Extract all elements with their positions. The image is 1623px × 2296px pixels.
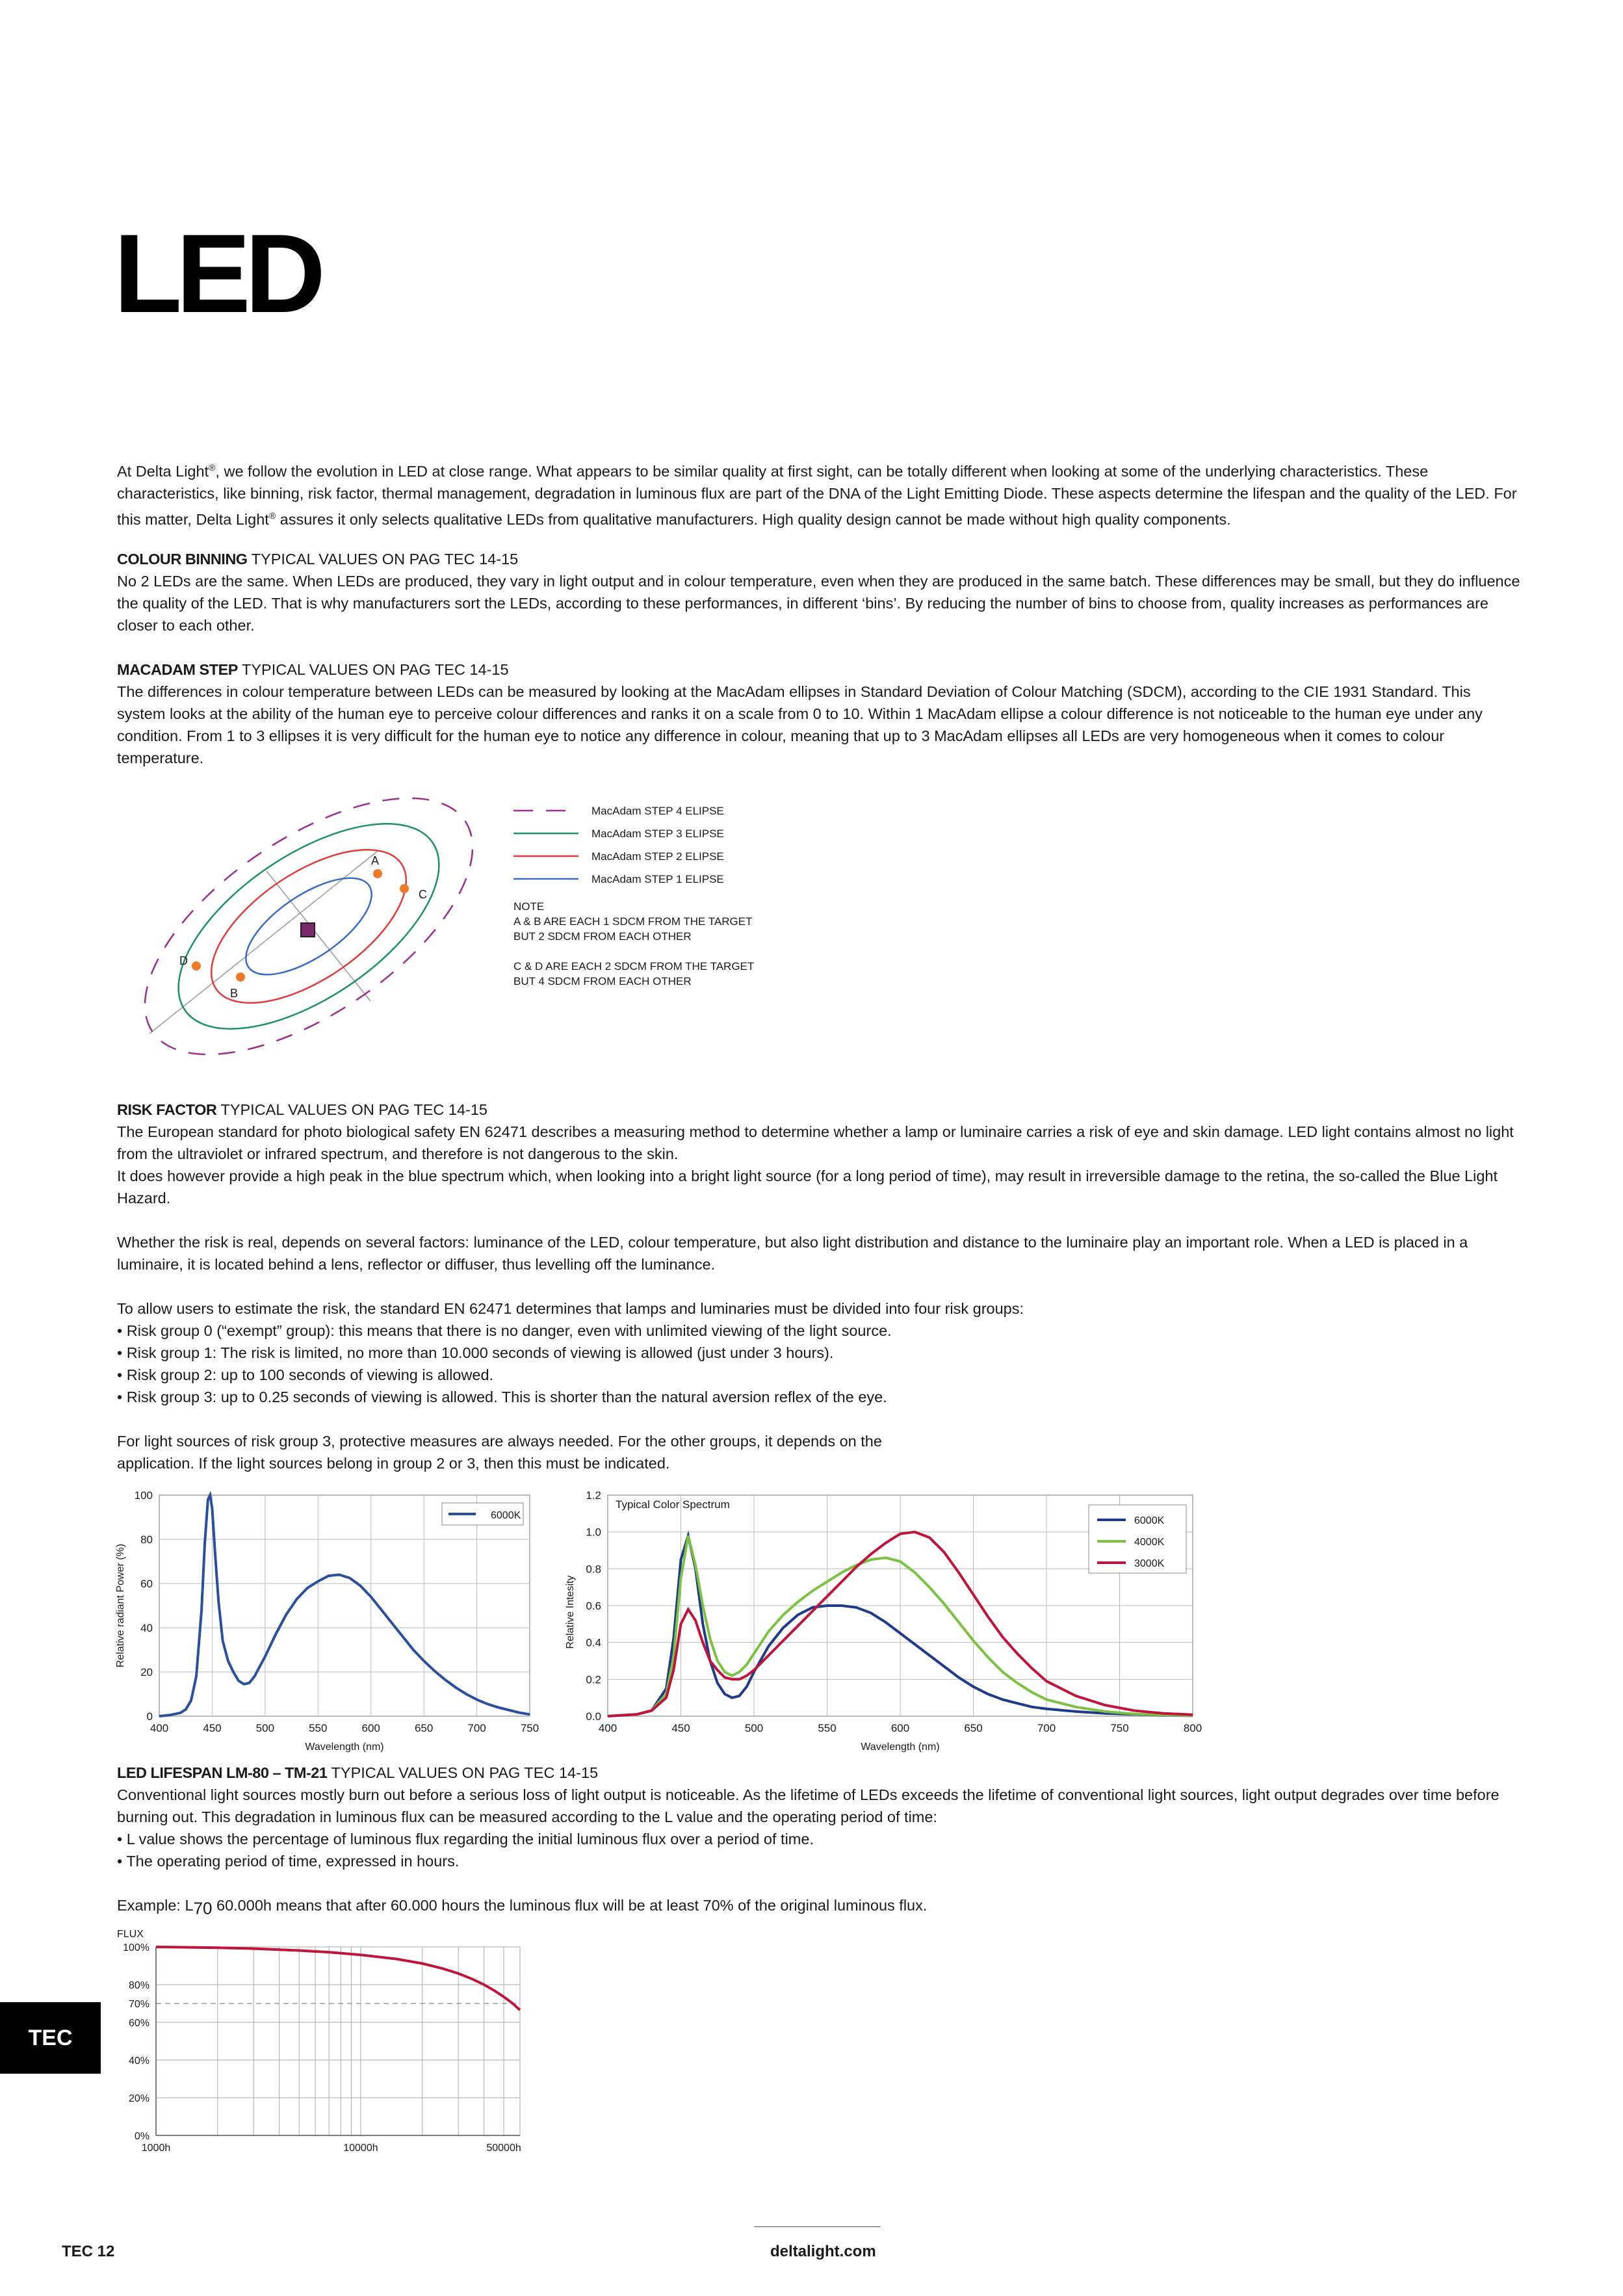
legend-label: MacAdam STEP 1 ELIPSE xyxy=(591,873,724,885)
tec-tab: TEC xyxy=(0,2002,101,2074)
x-tick-label: 400 xyxy=(598,1722,617,1734)
legend-label: MacAdam STEP 4 ELIPSE xyxy=(591,805,724,817)
x-tick-label: 750 xyxy=(520,1722,539,1734)
x-tick-label: 500 xyxy=(255,1722,275,1734)
colour-binning-section xyxy=(117,548,1521,636)
risk-group-item: • Risk group 1: The risk is limited, no more than 10.000 seconds of viewing is allowed (just under 3 hours). xyxy=(117,1344,834,1361)
risk-ref: TYPICAL VALUES ON PAG TEC 14-15 xyxy=(216,1101,487,1118)
colour-binning-heading: COLOUR BINNING xyxy=(117,551,248,567)
x-tick-label: 1000h xyxy=(141,2143,171,2154)
risk-p5a: For light sources of risk group 3, protective measures are always needed. For the other groups, it depends on the xyxy=(117,1433,882,1450)
y-tick-label: 0.4 xyxy=(586,1636,601,1649)
note-line: A & B ARE EACH 1 SDCM FROM THE TARGET xyxy=(513,915,753,928)
risk-p2: It does however provide a high peak in the blue spectrum which, when looking into a bright light source (for a long period of time), may result in irreversible damage to the retina, the so-called the Blue Light Hazard. xyxy=(117,1168,1498,1207)
colour-binning-text: No 2 LEDs are the same. When LEDs are produced, they vary in light output and in colour temperature, even when they are produced in the same batch. These differences may be small, but they do influence the quality of the LED. That is why manufacturers sort the LEDs, according to these performances, in different ‘bins’. By reducing the number of bins to choose from, quality increases as performances are closer to each other. xyxy=(117,573,1520,634)
y-axis-label: Relative Intesity xyxy=(565,1575,576,1649)
note-line: C & D ARE EACH 2 SDCM FROM THE TARGET xyxy=(513,960,755,972)
legend-label: MacAdam STEP 2 ELIPSE xyxy=(591,850,724,863)
x-axis-label: Wavelength (nm) xyxy=(861,1742,940,1753)
macadam-heading: MACADAM STEP xyxy=(117,661,238,678)
flux-lifespan-chart xyxy=(104,1924,559,2165)
risk-group-item: • Risk group 0 (“exempt” group): this means that there is no danger, even with unlimited viewing of the light source. xyxy=(117,1322,892,1339)
legend-label: MacAdam STEP 3 ELIPSE xyxy=(591,828,724,840)
y-tick-label: 0.6 xyxy=(586,1600,601,1612)
y-tick-label: 0 xyxy=(146,1710,153,1723)
lifespan-ref: TYPICAL VALUES ON PAG TEC 14-15 xyxy=(327,1764,599,1781)
point-c xyxy=(400,884,409,893)
macadam-text: The differences in colour temperature between LEDs can be measured by looking at the MacAdam ellipses in Standard Deviation of Colour Matching (SDCM), according to the CIE 1931 Standard. This system looks at the ability of the human eye to perceive colour differences and ranks it on a scale from 0 to 10. Within 1 MacAdam ellipse a colour difference is not noticeable to the human eye under any condition. From 1 to 3 ellipses it is very difficult for the human eye to notice any difference in colour, meaning that up to 3 MacAdam ellipses all LEDs are very homogeneous when it comes to colour temperature. xyxy=(117,683,1483,766)
y-tick-label: 1.2 xyxy=(586,1489,601,1502)
legend-label: 4000K xyxy=(1134,1537,1165,1548)
intro-paragraph: At Delta Light®, we follow the evolution in LED at close range. What appears to be similar quality at first sight, can be totally different when looking at some of the underlying characteristics. These characteristics, like binning, risk factor, thermal management, degradation in luminous flux are part of the DNA of the Light Emitting Diode. These aspects determine the lifespan and the quality of the LED. For this matter, Delta Light® assures it only selects qualitative LEDs from qualitative manufacturers. High quality design cannot be made without high quality components. xyxy=(117,462,1517,528)
risk-p5b: application. If the light sources belong in group 2 or 3, then this must be indicated. xyxy=(117,1455,670,1472)
page-number: TEC 12 xyxy=(62,2243,115,2260)
y-axis-label: Relative radiant Power (%) xyxy=(115,1543,126,1668)
lifespan-b1: • L value shows the percentage of luminous flux regarding the initial luminous flux over a period of time. xyxy=(117,1831,814,1847)
legend-label: 6000K xyxy=(1134,1515,1165,1526)
lifespan-p1: Conventional light sources mostly burn out before a serious loss of light output is noticeable. As the lifetime of LEDs exceeds the lifetime of conventional light sources, light output degrades over time before burning out. This degradation in luminous flux can be measured according to the L value and the operating period of time: xyxy=(117,1786,1500,1825)
radiant-power-chart xyxy=(104,1482,559,1755)
y-tick-label: 20% xyxy=(128,2093,149,2104)
target-point xyxy=(301,923,315,937)
risk-heading: RISK FACTOR xyxy=(117,1101,217,1118)
note-line: BUT 4 SDCM FROM EACH OTHER xyxy=(513,975,692,987)
y-tick-label: 70% xyxy=(128,1999,149,2010)
x-tick-label: 650 xyxy=(964,1722,983,1734)
risk-factor-section xyxy=(117,1099,1521,1474)
y-tick-label: 0.0 xyxy=(586,1710,601,1723)
color-spectrum-chart xyxy=(559,1482,1215,1755)
y-tick-label: 100% xyxy=(123,1942,149,1953)
lifespan-example: Example: $L_{70}$ 60.000h means that after 60.000 hours the luminous flux will be at least 70% of the original luminous flux. xyxy=(117,1897,928,1918)
x-tick-label: 550 xyxy=(818,1722,837,1734)
point-a xyxy=(373,869,382,878)
y-tick-label: 40 xyxy=(140,1622,153,1634)
x-tick-label: 600 xyxy=(890,1722,910,1734)
chart-title: Typical Color Spectrum xyxy=(616,1498,730,1511)
legend-label: 3000K xyxy=(1134,1558,1165,1569)
x-tick-label: 700 xyxy=(1037,1722,1056,1734)
lifespan-b2: • The operating period of time, expressed in hours. xyxy=(117,1853,460,1870)
series-line-6000k xyxy=(159,1495,530,1716)
x-axis-label: Wavelength (nm) xyxy=(305,1742,384,1753)
x-tick-label: 450 xyxy=(671,1722,690,1734)
lifespan-heading: LED LIFESPAN LM-80 – TM-21 xyxy=(117,1764,328,1781)
flux-curve xyxy=(156,1947,520,2010)
x-tick-label: 450 xyxy=(203,1722,222,1734)
x-tick-label: 800 xyxy=(1183,1722,1202,1734)
risk-groups-list xyxy=(117,1320,1521,1408)
x-tick-label: 550 xyxy=(309,1722,328,1734)
y-axis-label: FLUX xyxy=(117,1929,144,1940)
x-tick-label: 700 xyxy=(467,1722,486,1734)
risk-p3: Whether the risk is real, depends on several factors: luminance of the LED, colour temperature, but also light distribution and distance to the luminaire play an important role. When a LED is placed in a luminaire, it is located behind a lens, reflector or diffuser, thus levelling off the luminance. xyxy=(117,1234,1468,1273)
y-tick-label: 60% xyxy=(128,2018,149,2029)
x-tick-label: 650 xyxy=(414,1722,434,1734)
y-tick-label: 1.0 xyxy=(586,1526,601,1539)
risk-group-item: • Risk group 2: up to 100 seconds of viewing is allowed. xyxy=(117,1366,494,1383)
y-tick-label: 40% xyxy=(128,2055,149,2067)
x-tick-label: 750 xyxy=(1110,1722,1129,1734)
y-tick-label: 60 xyxy=(140,1578,153,1590)
plot-frame xyxy=(159,1495,530,1716)
risk-group-item: • Risk group 3: up to 0.25 seconds of viewing is allowed. This is shorter than the natural aversion reflex of the eye. xyxy=(117,1389,887,1405)
label-c: C xyxy=(419,888,427,901)
footer-divider xyxy=(754,2226,881,2227)
risk-p1: The European standard for photo biological safety EN 62471 describes a measuring method to determine whether a lamp or luminaire carries a risk of eye and skin damage. LED light contains almost no light from the ultraviolet or infrared spectrum, and therefore is not dangerous to the skin. xyxy=(117,1123,1514,1162)
y-tick-label: 0.8 xyxy=(586,1563,601,1576)
macadam-legend xyxy=(513,805,724,885)
macadam-ellipse-diagram xyxy=(104,761,819,1079)
colour-binning-ref: TYPICAL VALUES ON PAG TEC 14-15 xyxy=(247,551,519,567)
x-tick-label: 400 xyxy=(149,1722,169,1734)
site-url[interactable]: deltalight.com xyxy=(770,2243,876,2260)
macadam-ref: TYPICAL VALUES ON PAG TEC 14-15 xyxy=(237,661,509,678)
x-tick-label: 600 xyxy=(361,1722,380,1734)
label-b: B xyxy=(230,987,239,1000)
risk-p4: To allow users to estimate the risk, the standard EN 62471 determines that lamps and luminaries must be divided into four risk groups: xyxy=(117,1300,1024,1317)
y-tick-label: 80 xyxy=(140,1533,153,1546)
point-b xyxy=(236,972,245,982)
legend-label: 6000K xyxy=(491,1510,521,1521)
ellipse-step-4 xyxy=(104,761,514,1079)
macadam-section xyxy=(117,659,1521,769)
x-tick-label: 10000h xyxy=(343,2143,378,2154)
note-line: NOTE xyxy=(513,900,545,913)
lifespan-section xyxy=(117,1762,1521,1920)
page-title: LED xyxy=(114,211,320,336)
y-tick-label: 80% xyxy=(128,1980,149,1991)
label-d: D xyxy=(179,954,188,967)
macadam-note xyxy=(513,900,754,987)
x-tick-label: 50000h xyxy=(486,2143,521,2154)
y-tick-label: 100 xyxy=(134,1489,153,1502)
y-tick-label: 0.2 xyxy=(586,1673,601,1686)
note-line: BUT 2 SDCM FROM EACH OTHER xyxy=(513,930,692,943)
y-tick-label: 20 xyxy=(140,1666,153,1678)
x-tick-label: 500 xyxy=(744,1722,764,1734)
label-a: A xyxy=(371,854,380,867)
y-tick-label: 0% xyxy=(134,2131,149,2142)
point-d xyxy=(192,961,201,971)
